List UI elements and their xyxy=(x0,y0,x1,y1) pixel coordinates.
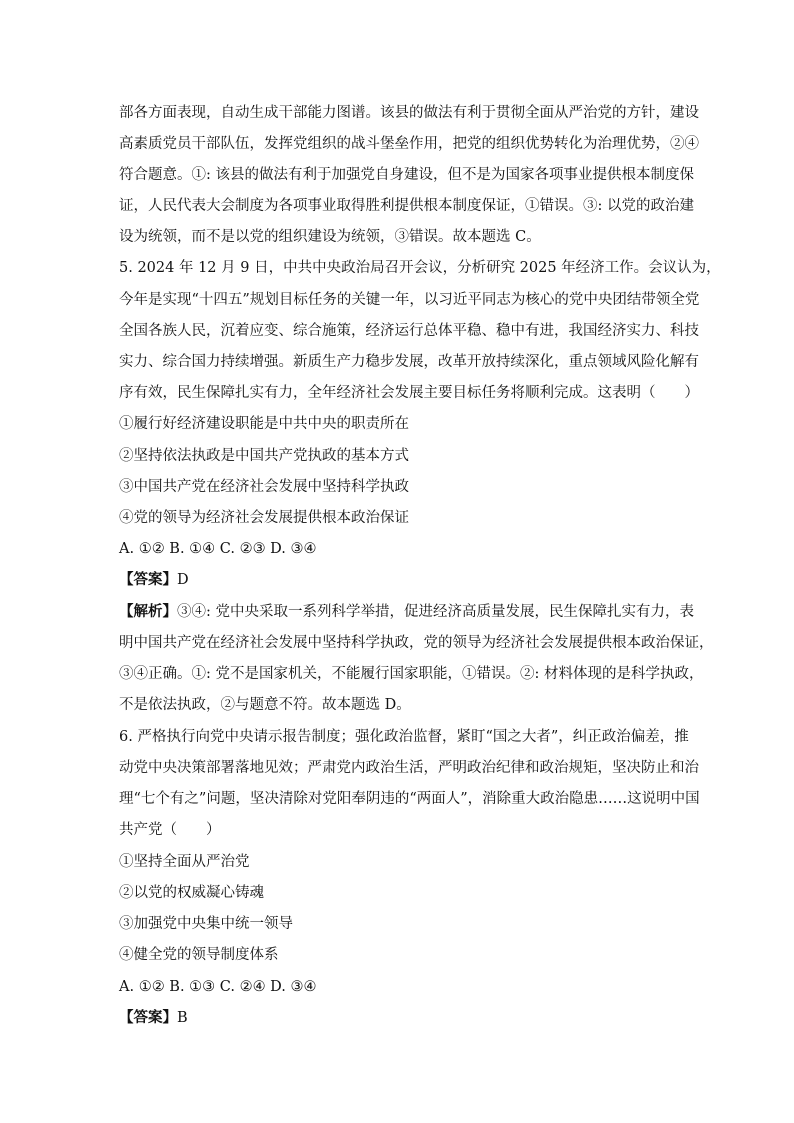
question-5-line: 序有效，民生保障扎实有力，全年经济社会发展主要目标任务将顺利完成。这表明（ ） xyxy=(119,385,699,401)
question-6-option: ③加强党中央集中统一领导 xyxy=(119,916,293,932)
question-5-option: ②坚持依法执政是中国共产党执政的基本方式 xyxy=(119,448,409,464)
answer-tag: 【答案】 xyxy=(119,1009,177,1026)
question-5-line: 5. 2024 年 12 月 9 日，中共中央政治局召开会议，分析研究 2025 年经济工作。会议认为， xyxy=(119,260,721,276)
question-5-answer xyxy=(119,570,189,590)
question-5-choices: A. ①② B. ①④ C. ②③ D. ③④ xyxy=(119,541,317,557)
question-5-line: 实力、综合国力持续增强。新质生产力稳步发展，改革开放持续深化，重点领域风险化解有 xyxy=(119,354,699,370)
question-5-option: ③中国共产党在经济社会发展中坚持科学执政 xyxy=(119,479,409,495)
question-5-line: 全国各族人民，沉着应变、综合施策，经济运行总体平稳、稳中有进，我国经济实力、科技 xyxy=(119,323,699,339)
question-6-option: ①坚持全面从严治党 xyxy=(119,854,250,870)
question-5-line: 今年是实现“十四五”规划目标任务的关键一年，以习近平同志为核心的党中央团结带领全党 xyxy=(119,292,700,308)
question-5-analysis-line: 不是依法执政，②与题意不符。故本题选 D。 xyxy=(119,697,411,713)
analysis-text: ③④: 党中央采取一系列科学举措，促进经济高质量发展，民生保障扎实有力，表 xyxy=(177,604,694,620)
question-5-analysis-line: 明中国共产党在经济社会发展中坚持科学执政，党的领导为经济社会发展提供根本政治保证， xyxy=(119,635,714,651)
question-6-choices: A. ①② B. ①③ C. ②④ D. ③④ xyxy=(119,979,317,995)
question-6-option: ④健全党的领导制度体系 xyxy=(119,947,279,963)
question-6-line: 6. 严格执行向党中央请示报告制度；强化政治监督，紧盯“国之大者”，纠正政治偏差，推 xyxy=(119,729,689,745)
text-line: 设为统领，而不是以党的组织建设为统领，③错误。故本题选 C。 xyxy=(119,229,541,245)
answer-tag: 【答案】 xyxy=(119,571,177,588)
text-line: 证，人民代表大会制度为各项事业取得胜利提供根本制度保证，①错误。③: 以党的政治建 xyxy=(119,198,694,214)
answer-value: B xyxy=(177,1010,188,1026)
question-5-analysis-line: ③④正确。①: 党不是国家机关，不能履行国家职能，①错误。②: 材料体现的是科学执政， xyxy=(119,666,704,682)
question-6-option: ②以党的权威凝心铸魂 xyxy=(119,885,264,901)
text-line: 符合题意。①: 该县的做法有利于加强党自身建设，但不是为国家各项事业提供根本制度保 xyxy=(119,167,694,183)
question-5-option: ①履行好经济建设职能是中共中央的职责所在 xyxy=(119,416,409,432)
question-5-option: ④党的领导为经济社会发展提供根本政治保证 xyxy=(119,510,409,526)
text-line: 部各方面表现，自动生成干部能力图谱。该县的做法有利于贯彻全面从严治党的方针，建设 xyxy=(119,105,699,121)
analysis-tag: 【解析】 xyxy=(119,603,177,620)
question-6-line: 理“七个有之”问题，坚决清除对党阳奉阴违的“两面人”，消除重大政治隐患……这说明中国 xyxy=(119,791,700,807)
question-6-line: 动党中央决策部署落地见效；严肃党内政治生活，严明政治纪律和政治规矩，坚决防止和治 xyxy=(119,760,699,776)
text-line: 高素质党员干部队伍，发挥党组织的战斗堡垒作用，把党的组织优势转化为治理优势，②④ xyxy=(119,136,699,152)
question-6-line: 共产党（ ） xyxy=(119,822,221,838)
question-6-answer xyxy=(119,1008,188,1028)
answer-value: D xyxy=(177,572,189,588)
question-5-analysis-line xyxy=(119,602,694,622)
